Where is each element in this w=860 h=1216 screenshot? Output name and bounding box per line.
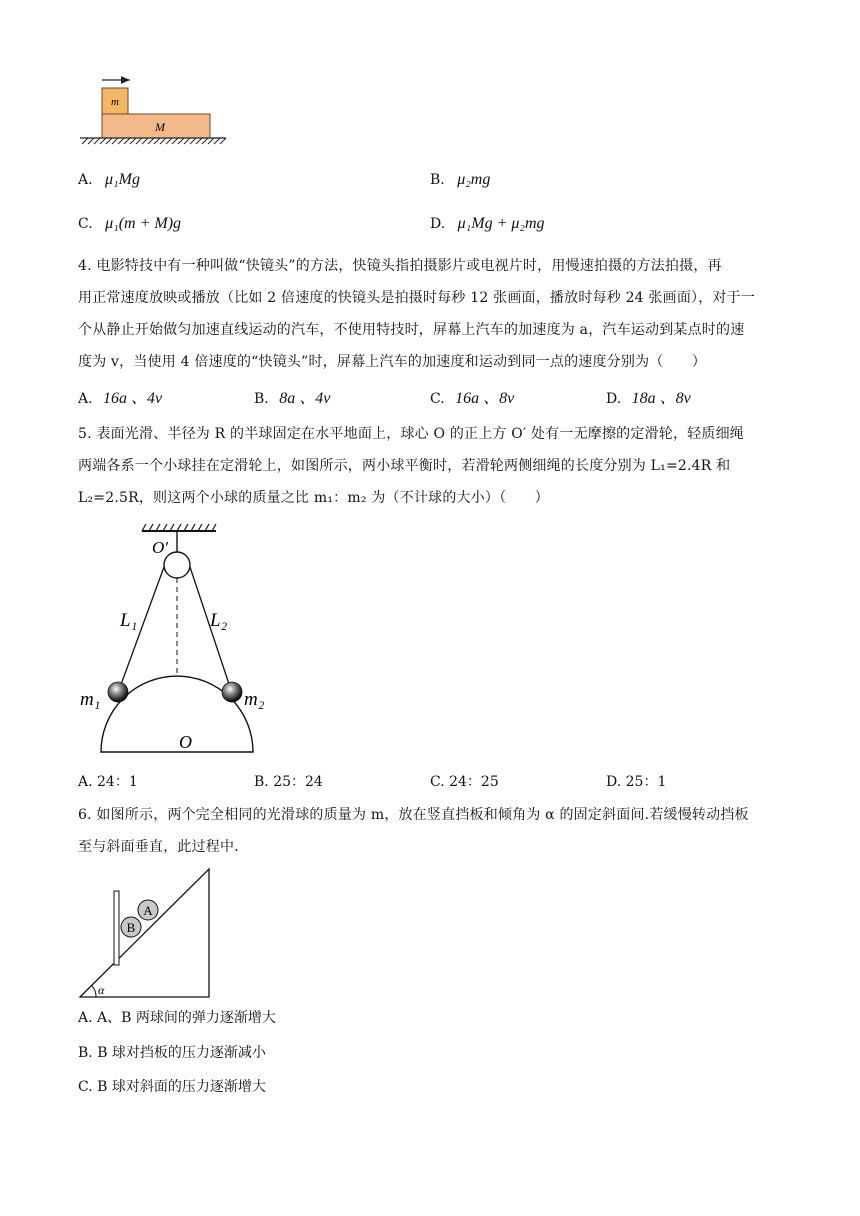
q3-option-c-letter: C. — [78, 216, 93, 232]
q4-option-a — [78, 389, 162, 409]
q5-line-1: 5. 表面光滑、半径为 R 的半球固定在水平地面上，球心 O 的正上方 O′ 处有一无摩擦的定滑轮，轻质细绳 — [78, 426, 744, 442]
ball2-label: m₂ — [244, 689, 265, 710]
q4-option-c-letter: C. — [430, 391, 445, 407]
rope1-label: L₁ — [120, 610, 138, 631]
q4-line-2: 用正常速度放映或播放（比如 2 倍速度的快镜头是拍摄时每秒 12 张画面，播放时每秒 24 张画面），对于一 — [78, 290, 756, 306]
q6-option-c: C. B 球对斜面的压力逐渐增大 — [78, 1079, 266, 1095]
pulley-label: O′ — [152, 538, 168, 557]
q6-line-2: 至与斜面垂直，此过程中. — [78, 839, 239, 855]
small-block-label: m — [111, 96, 119, 108]
q3-option-a-expr: μ₁Mg — [105, 171, 140, 188]
hemisphere-pulley-figure — [80, 518, 290, 758]
q4-option-a-letter: A. — [78, 391, 93, 407]
q5-option-a: A. 24：1 — [78, 774, 138, 790]
q6-option-a: A. A、B 两球间的弹力逐渐增大 — [78, 1010, 276, 1026]
q4-option-d — [606, 389, 691, 409]
q6-line-1: 6. 如图所示，两个完全相同的光滑球的质量为 m，放在竖直挡板和倾角为 α 的固定斜面间.若缓慢转动挡板 — [78, 807, 749, 823]
q3-option-b — [430, 170, 490, 190]
q4-stem — [78, 250, 788, 378]
rope2-label: L₂ — [210, 610, 228, 631]
ball-b-label: B — [126, 920, 136, 935]
q4-line-4: 度为 v，当使用 4 倍速度的“快镜头”时，屏幕上汽车的加速度和运动到同一点的速度分别为（ ） — [78, 354, 707, 370]
incline-balls-figure — [78, 864, 218, 1002]
q5-stem — [78, 418, 788, 514]
q5-option-c: C. 24：25 — [430, 774, 499, 790]
angle-label: α — [98, 983, 105, 997]
q3-option-b-expr: μ₂mg — [457, 171, 491, 188]
incline-triangle — [80, 869, 209, 997]
ball-m1 — [108, 682, 128, 702]
q3-option-c — [78, 214, 181, 234]
ball-m2 — [222, 682, 242, 702]
q3-option-a-letter: A. — [78, 172, 93, 188]
q6-stem — [78, 799, 788, 863]
q5-option-d: D. 25：1 — [606, 774, 667, 790]
q4-option-c-expr: 16a 、8v — [455, 390, 515, 407]
q4-option-a-expr: 16a 、4v — [103, 390, 163, 407]
q3-option-b-letter: B. — [430, 172, 445, 188]
ball1-label: m₁ — [80, 689, 101, 710]
q4-option-b-expr: 8a 、4v — [279, 390, 331, 407]
q4-option-d-letter: D. — [606, 391, 622, 407]
large-block-label: M — [155, 120, 165, 134]
q4-line-1: 4. 电影特技中有一种叫做“快镜头”的方法，快镜头指拍摄影片或电视片时，用慢速拍摄的方法拍摄，再 — [78, 258, 722, 274]
ball-a-label: A — [143, 903, 153, 918]
ceiling-hatch — [142, 524, 216, 531]
ground-hatch — [82, 138, 226, 144]
center-label: O — [179, 732, 192, 752]
q4-option-d-expr: 18a 、8v — [631, 390, 691, 407]
q5-line-3: L₂=2.5R，则这两个小球的质量之比 m₁：m₂ 为（不计球的大小）（ ） — [78, 490, 549, 506]
q4-line-3: 个从静止开始做匀加速直线运动的汽车，不使用特技时，屏幕上汽车的加速度为 a，汽车运动到某点时的速 — [78, 322, 745, 338]
blocks-figure — [80, 70, 230, 150]
q3-option-a — [78, 170, 140, 190]
vertical-baffle — [114, 891, 119, 965]
q4-option-b-letter: B. — [254, 391, 269, 407]
q4-option-c — [430, 389, 514, 409]
q5-option-b: B. 25：24 — [254, 774, 323, 790]
q4-option-b — [254, 389, 330, 409]
q5-line-2: 两端各系一个小球挂在定滑轮上，如图所示，两小球平衡时，若滑轮两侧细绳的长度分别为 L₁=2.4R 和 — [78, 458, 731, 474]
q3-option-d-expr: μ₁Mg + μ₂mg — [457, 215, 545, 232]
q3-option-d-letter: D. — [430, 216, 446, 232]
q3-option-c-expr: μ₁(m + M)g — [105, 215, 182, 232]
q3-option-d — [430, 214, 545, 234]
q6-option-b: B. B 球对挡板的压力逐渐减小 — [78, 1045, 266, 1061]
